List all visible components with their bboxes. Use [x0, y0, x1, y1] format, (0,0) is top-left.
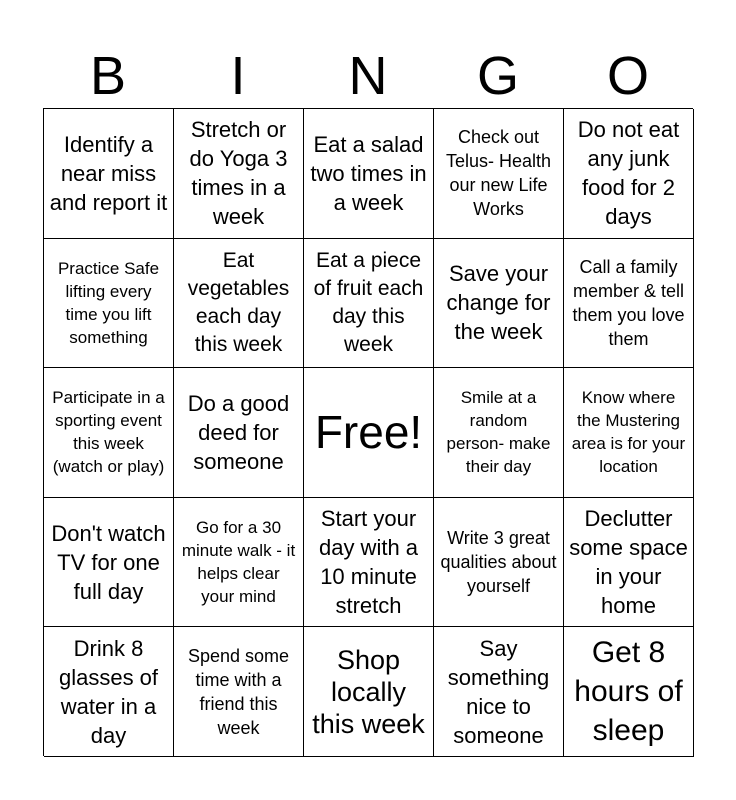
header-letter-b: B [89, 46, 127, 106]
cell-text: Do a good deed for someone [187, 390, 290, 474]
cell-text: Identify a near miss and report it [49, 131, 168, 215]
cell-text: Spend some time with a friend this week [187, 645, 290, 738]
bingo-cell[interactable] [44, 109, 174, 239]
bingo-card-grid [43, 108, 693, 756]
bingo-cell[interactable] [44, 627, 174, 757]
bingo-cell[interactable] [564, 109, 694, 239]
cell-text: Eat vegetables each day this week [187, 248, 290, 356]
cell-text: Drink 8 glasses of water in a day [58, 635, 159, 748]
cell-text: Participate in a sporting event this week (watch or play) [52, 388, 165, 477]
cell-text: Get 8 hours of sleep [574, 636, 683, 748]
cell-text: Say something nice to someone [447, 635, 550, 748]
bingo-cell[interactable] [174, 239, 304, 369]
bingo-cell[interactable] [44, 368, 174, 498]
bingo-cell[interactable] [44, 239, 174, 369]
bingo-cell[interactable] [434, 239, 564, 369]
header-letter-g: G [476, 46, 519, 106]
cell-text: Write 3 great qualities about yourself [440, 528, 557, 597]
cell-text: Shop locally this week [312, 644, 425, 739]
bingo-cell[interactable] [564, 627, 694, 757]
cell-text: Start your day with a 10 minute stretch [318, 506, 419, 619]
bingo-cell[interactable] [304, 627, 434, 757]
bingo-cell[interactable] [174, 498, 304, 628]
cell-text: Save your change for the week [446, 261, 551, 345]
bingo-header [43, 44, 693, 108]
free-space-text: Free! [314, 406, 423, 459]
cell-text: Stretch or do Yoga 3 times in a week [189, 117, 288, 230]
cell-text: Practice Safe lifting every time you lift something [57, 258, 160, 347]
header-letter-o: O [606, 46, 649, 106]
bingo-cell[interactable] [174, 109, 304, 239]
cell-text: Smile at a random person- make their day [446, 388, 551, 477]
bingo-cell[interactable] [174, 368, 304, 498]
bingo-cell[interactable] [304, 498, 434, 628]
bingo-cell[interactable] [434, 109, 564, 239]
bingo-cell[interactable] [174, 627, 304, 757]
bingo-cell[interactable] [564, 239, 694, 369]
bingo-cell[interactable] [434, 627, 564, 757]
bingo-cell[interactable] [564, 498, 694, 628]
cell-text: Eat a salad two times in a week [310, 131, 427, 215]
cell-text: Check out Telus- Health our new Life Works [445, 127, 552, 220]
bingo-cell[interactable] [304, 239, 434, 369]
header-letter-n: N [348, 46, 388, 106]
cell-text: Go for a 30 minute walk - it helps clear your mind [181, 518, 296, 607]
cell-text: Do not eat any junk food for 2 days [577, 117, 680, 230]
cell-text: Eat a piece of fruit each day this week [313, 248, 424, 356]
bingo-cell[interactable] [44, 498, 174, 628]
header-letter-i: I [230, 46, 246, 106]
cell-text: Declutter some space in your home [569, 506, 688, 619]
cell-text: Know where the Mustering area is for your location [571, 388, 686, 477]
free-space-cell[interactable] [304, 368, 434, 498]
bingo-cell[interactable] [434, 368, 564, 498]
cell-text: Call a family member & tell them you love them [572, 256, 685, 349]
bingo-cell[interactable] [434, 498, 564, 628]
bingo-cell[interactable] [304, 109, 434, 239]
bingo-cell[interactable] [564, 368, 694, 498]
cell-text: Don't watch TV for one full day [51, 520, 166, 604]
